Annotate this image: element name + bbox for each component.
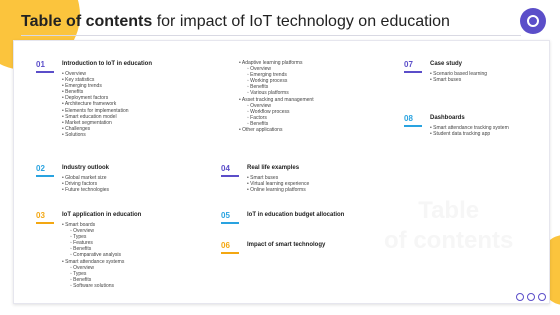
- sub-list-item: ◦ Comparative analysis: [62, 252, 124, 258]
- list-item: • Online learning platforms: [247, 187, 309, 193]
- sub-list-item: ◦ Types: [62, 234, 124, 240]
- number-underline: [404, 125, 422, 127]
- sub-list-item: ◦ Factors: [239, 115, 314, 121]
- list-item: • Adaptive learning platforms: [239, 60, 314, 66]
- sub-list-item: ◦ Types: [62, 271, 124, 277]
- list-item: • Overview: [62, 71, 129, 77]
- list-item: • Smart buses: [430, 77, 487, 83]
- section-items: [430, 71, 487, 83]
- sub-list-item: ◦ Overview: [62, 265, 124, 271]
- list-item: • Other applications: [239, 127, 314, 133]
- section-title[interactable]: IoT application in education: [62, 212, 142, 218]
- sub-list-item: ◦ Overview: [239, 103, 314, 109]
- sub-list-item: ◦ Benefits: [62, 277, 124, 283]
- list-item: • Elements for implementation: [62, 108, 129, 114]
- list-item: • Deployment factors: [62, 95, 129, 101]
- list-item: • Smart education model: [62, 114, 129, 120]
- number-underline: [36, 222, 54, 224]
- sub-list-item: ◦ Emerging trends: [239, 72, 314, 78]
- watermark: Table of contents: [384, 197, 514, 254]
- section-items: [430, 125, 509, 137]
- list-item: • Smart attendance tracking system: [430, 125, 509, 131]
- list-item: • Solutions: [62, 132, 129, 138]
- list-item: • Future technologies: [62, 187, 109, 193]
- section-number: 07: [404, 60, 413, 69]
- section-title[interactable]: Case study: [430, 61, 463, 67]
- page-dot[interactable]: [516, 293, 524, 301]
- sub-list-item: ◦ Working process: [239, 78, 314, 84]
- list-item: • Student data tracking app: [430, 131, 509, 137]
- list-item: • Asset tracking and management: [239, 97, 314, 103]
- pagination-dots: [516, 293, 546, 301]
- section-title[interactable]: Industry outlook: [62, 165, 109, 171]
- number-underline: [36, 175, 54, 177]
- list-item: • Smart attendance systems: [62, 259, 124, 265]
- contents-card: [13, 40, 550, 304]
- number-underline: [221, 222, 239, 224]
- number-underline: [221, 252, 239, 254]
- list-item: • Driving factors: [62, 181, 109, 187]
- section-title[interactable]: Dashboards: [430, 115, 465, 121]
- section-items: [62, 175, 109, 193]
- section-items: [62, 222, 124, 289]
- list-item: • Benefits: [62, 89, 129, 95]
- section-number: 08: [404, 114, 413, 123]
- list-item: • Scenario based learning: [430, 71, 487, 77]
- number-underline: [36, 71, 54, 73]
- sub-list-item: ◦ Overview: [62, 228, 124, 234]
- section-title[interactable]: Introduction to IoT in education: [62, 61, 152, 67]
- list-item: • Smart boards: [62, 222, 124, 228]
- number-underline: [221, 175, 239, 177]
- sub-list-item: ◦ Workflow process: [239, 109, 314, 115]
- list-item: • Smart buses: [247, 175, 309, 181]
- list-item: • Emerging trends: [62, 83, 129, 89]
- page-dot[interactable]: [538, 293, 546, 301]
- sub-list-item: ◦ Various platforms: [239, 90, 314, 96]
- list-item: • Key statistics: [62, 77, 129, 83]
- section-items: [62, 71, 129, 138]
- list-item: • Architecture framework: [62, 101, 129, 107]
- page-dot[interactable]: [527, 293, 535, 301]
- section-number: 05: [221, 211, 230, 220]
- sub-list-item: ◦ Overview: [239, 66, 314, 72]
- list-item: • Virtual learning experience: [247, 181, 309, 187]
- sub-list-item: ◦ Benefits: [62, 246, 124, 252]
- section-number: 06: [221, 241, 230, 250]
- list-item: • Challenges: [62, 126, 129, 132]
- sub-list-item: ◦ Benefits: [239, 84, 314, 90]
- section-title[interactable]: Impact of smart technology: [247, 242, 326, 248]
- logo-icon: [520, 8, 546, 34]
- section-number: 02: [36, 164, 45, 173]
- section-items: [247, 175, 309, 193]
- title-divider: [21, 35, 521, 36]
- sub-list-item: ◦ Software solutions: [62, 283, 124, 289]
- sub-list-item: ◦ Features: [62, 240, 124, 246]
- section-number: 01: [36, 60, 45, 69]
- section-title[interactable]: Real life examples: [247, 165, 300, 171]
- section-number: 04: [221, 164, 230, 173]
- number-underline: [404, 71, 422, 73]
- list-item: • Global market size: [62, 175, 109, 181]
- section-items: [239, 60, 314, 133]
- section-title[interactable]: IoT in education budget allocation: [247, 212, 345, 218]
- page-title: Table of contents for impact of IoT technology on education: [21, 13, 450, 30]
- list-item: • Market segmentation: [62, 120, 129, 126]
- sub-list-item: ◦ Benefits: [239, 121, 314, 127]
- section-number: 03: [36, 211, 45, 220]
